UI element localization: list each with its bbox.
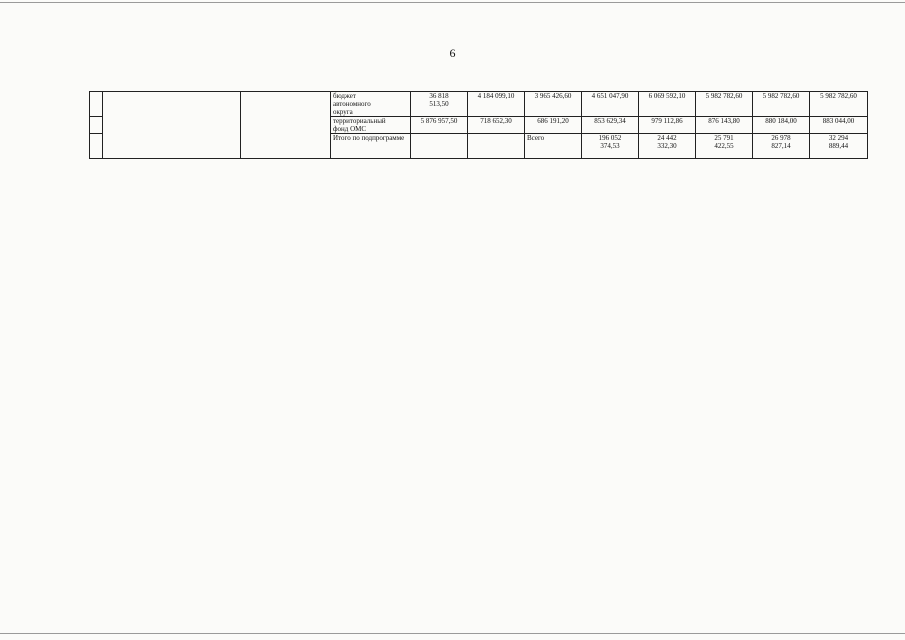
table-cell: территориальный фонд ОМС bbox=[331, 117, 411, 134]
amount-cell: 718 652,30 bbox=[468, 117, 525, 134]
amount-cell: 24 442 332,30 bbox=[639, 134, 696, 159]
amount-cell: 876 143,80 bbox=[696, 117, 753, 134]
amount-cell: 883 044,00 bbox=[810, 117, 868, 134]
page-number: 6 bbox=[449, 46, 456, 60]
amount-cell: 5 982 782,60 bbox=[810, 92, 868, 117]
amount-cell: 5 876 957,50 bbox=[411, 117, 468, 134]
amount-cell: 5 982 782,60 bbox=[753, 92, 810, 117]
amount-cell: 3 965 426,60 bbox=[525, 92, 582, 117]
bottom-border-line bbox=[0, 633, 905, 634]
amount-cell: 196 052 374,53 bbox=[582, 134, 639, 159]
amount-cell: 6 069 592,10 bbox=[639, 92, 696, 117]
budget-table bbox=[89, 91, 868, 159]
table-cell bbox=[90, 117, 103, 134]
table-cell bbox=[103, 92, 241, 159]
amount-cell: 979 112,86 bbox=[639, 117, 696, 134]
table-cell: бюджет автономного округа bbox=[331, 92, 411, 117]
table-cell bbox=[241, 92, 331, 159]
amount-cell: 880 184,00 bbox=[753, 117, 810, 134]
amount-cell: 686 191,20 bbox=[525, 117, 582, 134]
amount-cell: 4 184 099,10 bbox=[468, 92, 525, 117]
table-cell bbox=[90, 134, 103, 159]
amount-cell: 5 982 782,60 bbox=[696, 92, 753, 117]
table-cell bbox=[411, 134, 468, 159]
amount-cell: 26 978 827,14 bbox=[753, 134, 810, 159]
amount-cell: 32 294 889,44 bbox=[810, 134, 868, 159]
table-row bbox=[90, 92, 868, 117]
amount-cell: 36 818 513,50 bbox=[411, 92, 468, 117]
top-border-line bbox=[0, 2, 905, 3]
amount-cell: 25 791 422,55 bbox=[696, 134, 753, 159]
table-cell bbox=[90, 92, 103, 117]
amount-cell: 4 651 047,90 bbox=[582, 92, 639, 117]
table-cell bbox=[468, 134, 525, 159]
table-cell: Всего bbox=[525, 134, 582, 159]
amount-cell: 853 629,34 bbox=[582, 117, 639, 134]
table-cell: Итого по подпрограмме bbox=[331, 134, 411, 159]
